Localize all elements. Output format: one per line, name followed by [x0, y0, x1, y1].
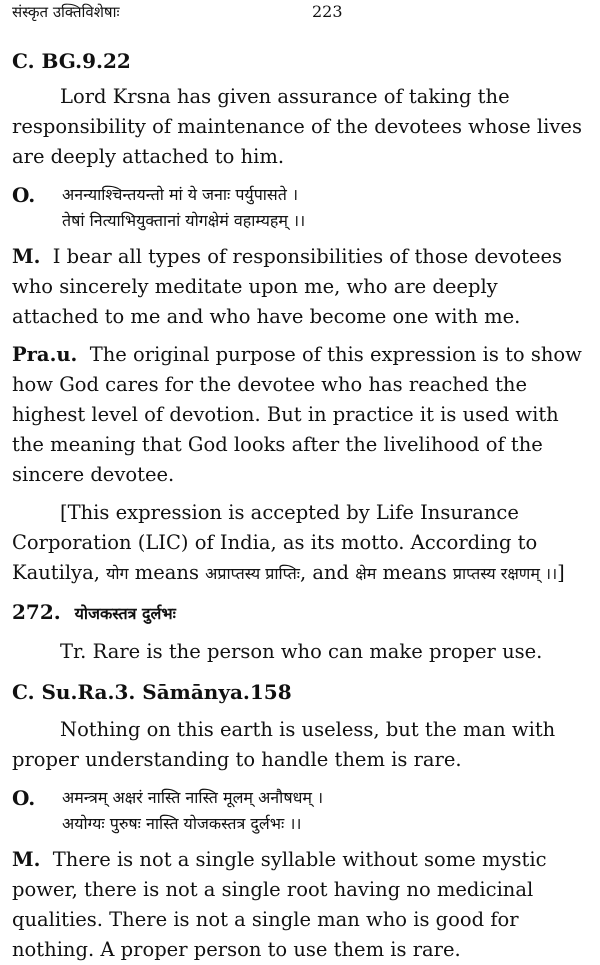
note-text-4: means [376, 561, 453, 584]
note-text-3: , and [299, 561, 356, 584]
entry-a-context: Lord Krsna has given assurance of taking the responsibility of maintenance of the devotees whose lives are deeply attached to him. [12, 85, 582, 168]
entry-b-number: 272. [12, 600, 61, 624]
page-header [12, 0, 590, 26]
entry-a-usage [12, 340, 590, 490]
note-sanskrit-yoga-meaning: अप्राप्तस्य प्राप्तिः [205, 564, 300, 583]
entry-b-meaning-text: There is not a single syllable without some mystic power, there is not a single root having no medicinal qualities. There is not a single man who is good for nothing. A proper person to use them is rare. [12, 848, 547, 961]
entry-a-original-line-1: अनन्याश्चिन्तयन्तो मां ये जनाः पर्युपासते । [62, 185, 299, 204]
entry-a-reference: C. BG.9.22 [12, 49, 131, 73]
entry-a-usage-label: Pra.u. [12, 343, 78, 366]
entry-b-original-label: O. [12, 786, 36, 810]
note-sanskrit-kshema: क्षेम [355, 564, 377, 583]
entry-a-meaning-text: I bear all types of responsibilities of those devotees who sincerely meditate upon me, who are deeply attached to me and who have become one with me. [12, 245, 563, 328]
entry-a-meaning-label: M. [12, 245, 41, 268]
note-sanskrit-yoga: योग [106, 564, 129, 583]
running-title: संस्कृत उक्तिविशेषाः [12, 3, 120, 21]
note-sanskrit-kshema-meaning: प्राप्तस्य रक्षणम् ।। [452, 564, 558, 583]
entry-b-heading [12, 597, 590, 629]
entry-b-title: योजकस्तत्र दुर्लभः [74, 604, 176, 623]
entry-a-original-label: O. [12, 183, 36, 207]
note-text-2: means [128, 561, 206, 584]
entry-b-meaning [12, 845, 590, 965]
entry-a-meaning [12, 242, 590, 332]
entry-a-note [12, 498, 590, 589]
entry-a-usage-text: The original purpose of this expression is to show how God cares for the devotee who has reached the highest level of devotion. But in practice it is used with the meaning that God looks after the livelihood of the sincere devotee. [12, 343, 582, 486]
entry-a-original-line-2: तेषां नित्याभियुक्तानां योगक्षेमं वहाम्यहम् ।। [62, 211, 306, 230]
entry-a-original [12, 182, 590, 234]
entry-b-reference: C. Su.Ra.3. Sāmānya.158 [12, 680, 292, 704]
entry-b-original [12, 785, 590, 837]
entry-b-original-line-2: अयोग्यः पुरुषः नास्ति योजकस्तत्र दुर्लभः ।। [62, 814, 302, 833]
page-number: 223 [312, 2, 343, 21]
entry-b-original-line-1: अमन्त्रम् अक्षरं नास्ति नास्ति मूलम् अनौषधम् । [62, 788, 324, 807]
entry-b-meaning-label: M. [12, 848, 41, 871]
entry-b-context: Nothing on this earth is useless, but the man with proper understanding to handle them is rare. [12, 718, 556, 771]
note-text-1: [This expression is accepted by Life Insurance Corporation (LIC) of India, as its motto. According to Kautilya, [12, 501, 538, 584]
entry-b-translation: Tr. Rare is the person who can make proper use. [60, 640, 543, 663]
note-text-5: ] [557, 561, 565, 584]
